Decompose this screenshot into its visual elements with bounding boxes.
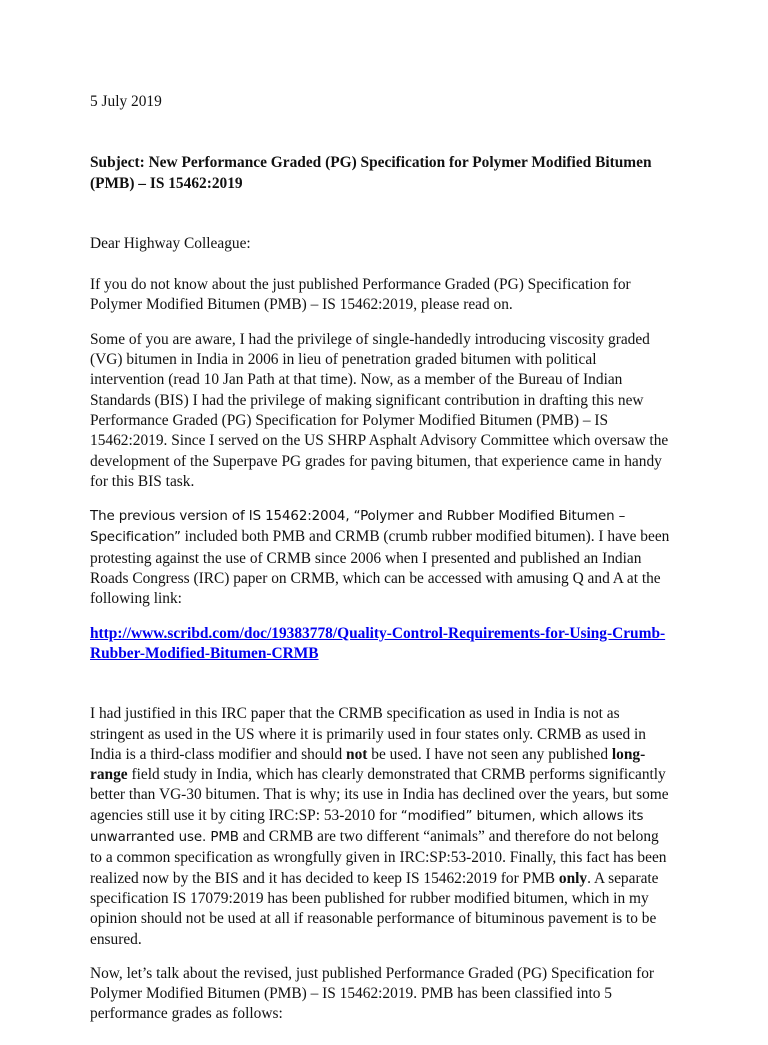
letter-subject: Subject: New Performance Graded (PG) Specification for Polymer Modified Bitumen (PMB) – IS 15462:2019 — [90, 154, 652, 192]
letter-date: 5 July 2019 — [90, 93, 162, 110]
link-paragraph — [90, 624, 670, 665]
crmb-paper-link[interactable]: http://www.scribd.com/doc/19383778/Quality-Control-Requirements-for-Using-Crumb-Rubber-Modified-Bitumen-CRMB — [90, 624, 666, 662]
paragraph-crmb-justification — [90, 704, 670, 950]
paragraph-revised-spec: Now, let’s talk about the revised, just published Performance Graded (PG) Specification for Polymer Modified Bitumen (PMB) – IS 15462:2019. PMB has been classified into 5 performance grades as follows: — [90, 964, 655, 1023]
letter-page — [90, 92, 670, 1045]
paragraph-previous-version — [90, 506, 670, 609]
crmb-text-long-range: long-range — [90, 745, 646, 784]
paragraph-background: Some of you are aware, I had the privilege of single-handedly introducing viscosity graded (VG) bitumen in India in 2006 in lieu of penetration graded bitumen with political intervention (read 10 Jan Path at that time). Now, as a member of the Bureau of Indian Standards (BIS) I had the privilege of making significant contribution in drafting this new Performance Graded (PG) Specification for Polymer Modified Bitumen (PMB) – IS 15462:2019. Since I served on the US SHRP Asphalt Advisory Committee which oversaw the development of the Superpave PG grades for paving bitumen, that experience came in handy for this BIS task. — [90, 330, 669, 490]
letter-salutation: Dear Highway Colleague: — [90, 234, 251, 252]
crmb-text-only: only — [558, 869, 588, 887]
paragraph-intro: If you do not know about the just published Performance Graded (PG) Specification for Polymer Modified Bitumen (PMB) – IS 15462:2019, please read on. — [90, 276, 631, 314]
previous-version-rest: included both PMB and CRMB (crumb rubber modified bitumen). I have been protesting against the use of CRMB since 2006 when I presented and published an Indian Roads Congress (IRC) paper on CRMB, which can be accessed with amusing Q and A at the following link: — [90, 528, 670, 608]
crmb-text-e: field study in India, which has clearly demonstrated that CRMB performs significantly better than VG-30 bitumen. That is why; its use in India has declined over the years, but some agencies still use it by citing IRC:SP: 53-2010 for — [90, 766, 669, 824]
crmb-text-a: I had justified in this IRC paper that the CRMB specification as used in India is not as stringent as used in the US where it is primarily used in four states only. CRMB as used in India is a third-class modifier and should — [90, 705, 646, 763]
crmb-text-c: be used. I have not seen any published — [367, 745, 612, 763]
previous-version-lead: The previous version of IS 15462:2004, “Polymer and Rubber Modified Bitumen – Specification” — [90, 509, 626, 546]
crmb-text-not: not — [346, 745, 368, 763]
crmb-text-i: . A separate specification IS 17079:2019 has been published for rubber modified bitumen, which in my opinion should not be used at all if reasonable performance of bituminous pavement is to be ensured. — [90, 869, 659, 948]
crmb-text-g: and CRMB are two different “animals” and therefore do not belong to a common specification as wrongfully given in IRC:SP:53-2010. Finally, this fact has been realized now by the BIS and it has decided to keep IS 15462:2019 for PMB — [90, 828, 667, 887]
crmb-text-modified: “modified” bitumen, which allows its unwarranted use. PMB — [90, 808, 644, 846]
